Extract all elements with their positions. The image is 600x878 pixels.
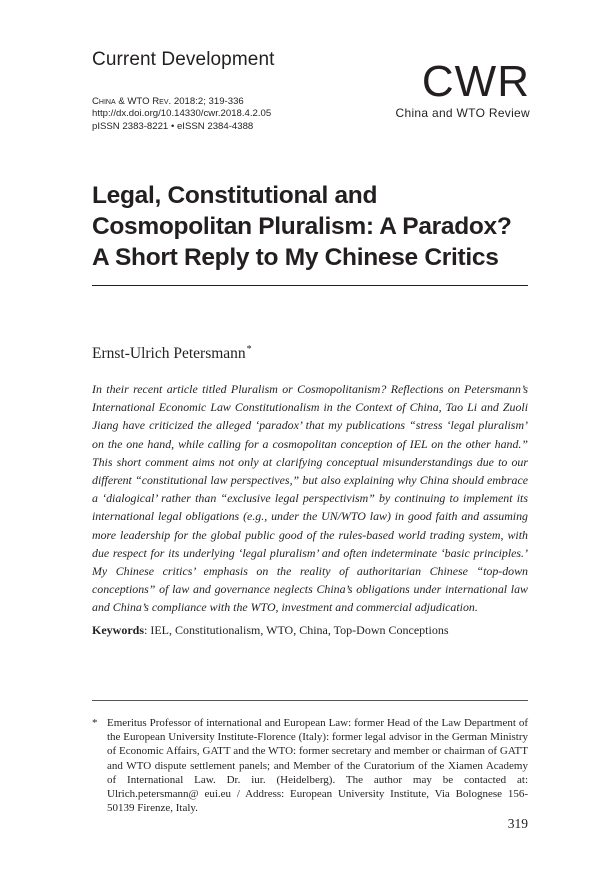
logo-wordmark: CWR bbox=[421, 57, 530, 106]
footnote-marker: * bbox=[92, 717, 98, 729]
abstract: In their recent article titled Pluralism or Cosmopolitanism? Reflections on Petersmann’s International Economic Law Constitutionalism in the Context of China, Tao Li and Zuoli Jiang have criticized the alleged ‘paradox’ that my publications “stress ‘legal pluralism’ on the one hand, while calling for a cosmopolitan conception of IEL on the other hand.” This short comment aims not only at clarifying conceptual misunderstandings due to our different “constitutional law perspectives,” but also explaining why China should embrace a ‘dialogical’ rather than “exclusive legal perspectivism” by continuing to implement its international legal obligations (e.g., under the UN/WTO law) in good faith and assuming more leadership for the global public good of the rules-based world trading system, with due respect for its underlying ‘legal pluralism’ and often indeterminate ‘basic principles.’ My Chinese critics’ emphasis on the reality of authoritarian Chinese “top-down conceptions” of law and governance neglects China’s obligations under international law and China’s compliance with the WTO, investment and commercial adjudication. bbox=[92, 382, 528, 615]
keywords-label: Keywords bbox=[92, 623, 144, 637]
journal-abbrev: China & WTO Rev. bbox=[92, 96, 172, 107]
issn-line: pISSN 2383-8221 • eISSN 2384-4388 bbox=[92, 120, 254, 132]
footnote bbox=[92, 716, 528, 815]
doi-link[interactable]: http://dx.doi.org/10.14330/cwr.2018.4.2.05 bbox=[92, 108, 272, 120]
keywords-list: : IEL, Constitutionalism, WTO, China, Top-Down Conceptions bbox=[144, 623, 449, 637]
footnote-text: Emeritus Professor of international and European Law: former Head of the Law Department of the European University Institute-Florence (Italy): former legal advisor in the German Ministry of Economic Affairs, GATT and the WTO: former secretary and member or chairman of GATT and WTO dispute settlement panels; and Member of the Curatorium of the Xiamen Academy of International Law. Dr. iur. (Heidelberg). The author may be contacted at: Ulrich.petersmann@ eui.eu / Address: European University Institute, Via Bolognese 156-50139 Firenze, Italy. bbox=[107, 717, 528, 815]
author-line bbox=[92, 344, 252, 363]
volume-pages: 2018:2; 319-336 bbox=[171, 96, 244, 107]
title-line-1: Legal, Constitutional and bbox=[92, 182, 378, 209]
footnote-divider bbox=[92, 700, 528, 701]
title-line-3: A Short Reply to My Chinese Critics bbox=[92, 244, 499, 271]
keywords-line bbox=[92, 623, 528, 638]
author-footnote-marker[interactable]: * bbox=[246, 344, 252, 355]
page-number: 319 bbox=[507, 816, 528, 831]
section-label: Current Development bbox=[92, 49, 275, 70]
author-name: Ernst-Ulrich Petersmann bbox=[92, 345, 246, 362]
journal-logo bbox=[380, 57, 530, 120]
citation-block bbox=[92, 96, 271, 133]
logo-subtitle: China and WTO Review bbox=[395, 106, 530, 120]
citation-line bbox=[92, 96, 271, 108]
article-title bbox=[92, 180, 532, 273]
title-divider bbox=[92, 285, 528, 286]
title-line-2: Cosmopolitan Pluralism: A Paradox? bbox=[92, 213, 512, 240]
